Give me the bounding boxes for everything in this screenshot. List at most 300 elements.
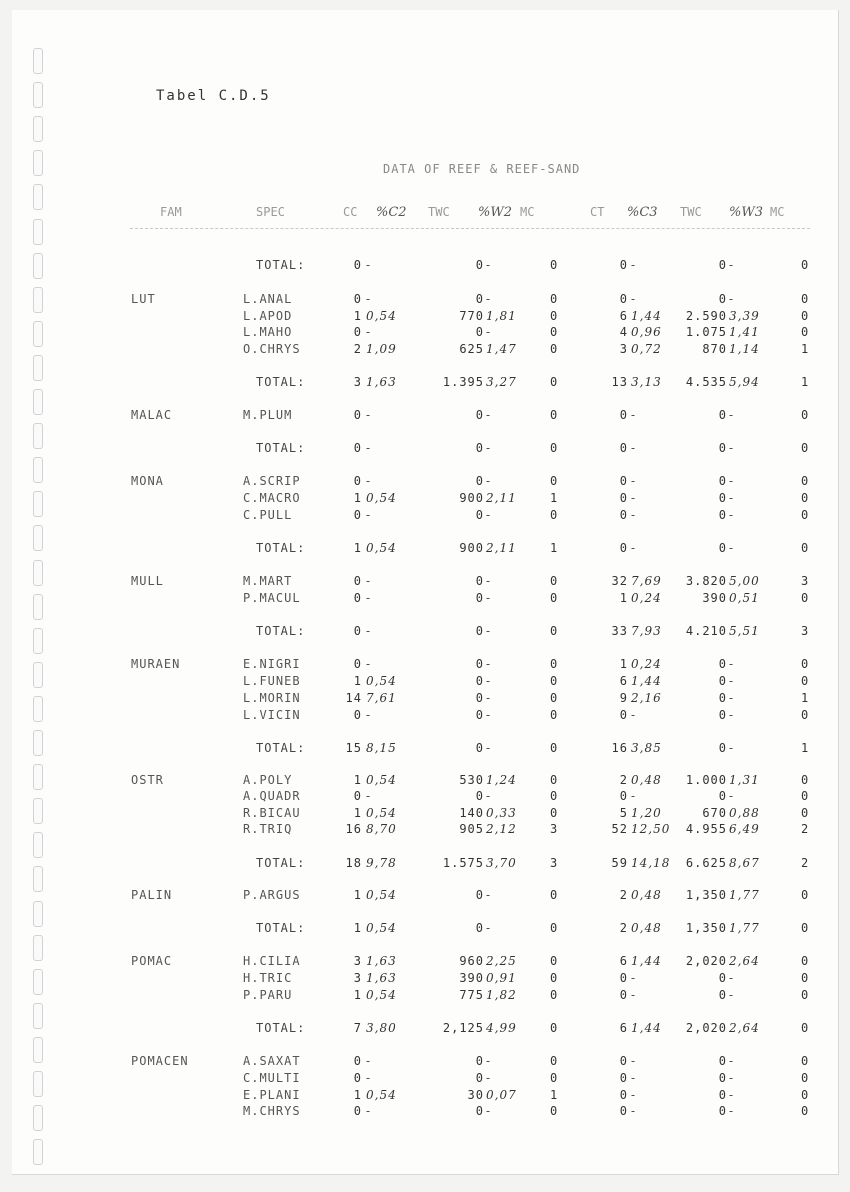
cell-pc3: 0,24 — [631, 591, 662, 605]
cell-pw2: - — [486, 1071, 492, 1085]
cell-c3: 0 — [619, 1088, 628, 1102]
cell-c2: 0 — [353, 591, 362, 605]
cell-tw3: 1,350 — [685, 921, 727, 935]
cell-pw2: - — [486, 624, 492, 638]
cell-pw3: 1,41 — [729, 325, 760, 339]
cell-tw2: 0 — [475, 574, 484, 588]
cell-c2: 1 — [353, 491, 362, 505]
cell-tw2: 0 — [475, 708, 484, 722]
total-label: TOTAL: — [256, 624, 306, 638]
cell-pw3: 1,31 — [729, 773, 760, 787]
species-name: E.NIGRI — [243, 657, 301, 671]
cell-pc2: - — [366, 1071, 372, 1085]
header-c2: CC — [343, 205, 358, 219]
species-name: P.ARGUS — [243, 888, 301, 902]
cell-m2: 0 — [550, 921, 559, 935]
cell-pc2: 0,54 — [366, 491, 397, 505]
cell-tw3: 0 — [718, 691, 727, 705]
cell-c3: 1 — [619, 591, 628, 605]
cell-pc3: 1,44 — [631, 674, 662, 688]
cell-pw2: - — [486, 325, 492, 339]
cell-pw3: - — [729, 1088, 735, 1102]
cell-pw2: - — [486, 657, 492, 671]
cell-c2: 1 — [353, 773, 362, 787]
cell-c3: 0 — [619, 988, 628, 1002]
cell-pw2: - — [486, 708, 492, 722]
cell-c3: 6 — [619, 954, 628, 968]
cell-tw2: 30 — [467, 1088, 484, 1102]
cell-m3: 0 — [801, 508, 810, 522]
cell-pc2: - — [366, 474, 372, 488]
cell-m2: 1 — [550, 1088, 559, 1102]
total-label: TOTAL: — [256, 258, 306, 272]
cell-pc3: 1,44 — [631, 309, 662, 323]
cell-c2: 0 — [353, 789, 362, 803]
cell-m3: 1 — [801, 375, 810, 389]
total-label: TOTAL: — [256, 375, 306, 389]
cell-pc2: 1,63 — [366, 954, 397, 968]
cell-pc3: - — [631, 708, 637, 722]
cell-tw2: 0 — [475, 474, 484, 488]
cell-tw3: 2,020 — [685, 954, 727, 968]
species-name: M.PLUM — [243, 408, 293, 422]
cell-pc3: - — [631, 292, 637, 306]
cell-c3: 9 — [619, 691, 628, 705]
family-name: MALAC — [131, 408, 173, 422]
total-label: TOTAL: — [256, 921, 306, 935]
species-name: M.CHRYS — [243, 1104, 301, 1118]
punch-hole — [33, 832, 43, 858]
cell-tw3: 0 — [718, 491, 727, 505]
cell-pw2: 1,47 — [486, 342, 517, 356]
cell-m3: 0 — [801, 408, 810, 422]
cell-m3: 0 — [801, 474, 810, 488]
cell-m2: 0 — [550, 1071, 559, 1085]
punch-hole — [33, 1139, 43, 1165]
cell-pc2: 0,54 — [366, 921, 397, 935]
cell-m3: 0 — [801, 325, 810, 339]
cell-c2: 1 — [353, 806, 362, 820]
cell-c2: 0 — [353, 574, 362, 588]
cell-c3: 4 — [619, 325, 628, 339]
cell-c3: 32 — [611, 574, 628, 588]
cell-c2: 1 — [353, 674, 362, 688]
cell-m3: 0 — [801, 491, 810, 505]
cell-tw2: 900 — [459, 491, 484, 505]
cell-tw3: 0 — [718, 1071, 727, 1085]
cell-m2: 0 — [550, 988, 559, 1002]
cell-tw2: 0 — [475, 1054, 484, 1068]
cell-m2: 0 — [550, 888, 559, 902]
cell-pc2: 0,54 — [366, 888, 397, 902]
cell-m3: 0 — [801, 988, 810, 1002]
cell-c3: 2 — [619, 888, 628, 902]
cell-m3: 1 — [801, 691, 810, 705]
species-name: P.MACUL — [243, 591, 301, 605]
cell-pc2: - — [366, 574, 372, 588]
cell-pw3: - — [729, 474, 735, 488]
cell-m3: 1 — [801, 741, 810, 755]
cell-c3: 0 — [619, 541, 628, 555]
species-name: R.BICAU — [243, 806, 301, 820]
cell-pc3: - — [631, 258, 637, 272]
family-name: POMACEN — [131, 1054, 189, 1068]
cell-pc2: 3,80 — [366, 1021, 397, 1035]
cell-pc2: - — [366, 624, 372, 638]
punch-hole — [33, 219, 43, 245]
cell-tw2: 1.575 — [442, 856, 484, 870]
cell-m2: 0 — [550, 325, 559, 339]
cell-pw3: 2,64 — [729, 1021, 760, 1035]
punch-hole — [33, 389, 43, 415]
cell-c3: 16 — [611, 741, 628, 755]
species-name: C.MACRO — [243, 491, 301, 505]
cell-pc2: 1,09 — [366, 342, 397, 356]
cell-c2: 3 — [353, 954, 362, 968]
cell-c2: 7 — [353, 1021, 362, 1035]
species-name: L.MAHO — [243, 325, 293, 339]
data-subtitle: DATA OF REEF & REEF-SAND — [383, 162, 581, 176]
cell-tw2: 0 — [475, 508, 484, 522]
cell-pw2: 3,27 — [486, 375, 517, 389]
cell-m2: 0 — [550, 624, 559, 638]
cell-tw3: 1.000 — [685, 773, 727, 787]
cell-pw3: 5,00 — [729, 574, 760, 588]
cell-m2: 0 — [550, 1021, 559, 1035]
cell-pc3: - — [631, 1071, 637, 1085]
cell-pc3: - — [631, 1104, 637, 1118]
cell-pw2: 2,25 — [486, 954, 517, 968]
cell-pc2: 0,54 — [366, 1088, 397, 1102]
cell-pw2: - — [486, 1104, 492, 1118]
cell-m3: 0 — [801, 921, 810, 935]
punch-hole — [33, 423, 43, 449]
cell-c2: 0 — [353, 708, 362, 722]
cell-pc3: 12,50 — [631, 822, 671, 836]
cell-tw3: 0 — [718, 408, 727, 422]
punch-hole — [33, 116, 43, 142]
cell-pc3: 0,48 — [631, 773, 662, 787]
cell-tw3: 6.625 — [685, 856, 727, 870]
cell-tw3: 2,020 — [685, 1021, 727, 1035]
cell-c3: 33 — [611, 624, 628, 638]
cell-m2: 0 — [550, 309, 559, 323]
total-label: TOTAL: — [256, 541, 306, 555]
cell-c2: 18 — [345, 856, 362, 870]
cell-pw2: 2,11 — [486, 541, 517, 555]
cell-pw3: - — [729, 657, 735, 671]
cell-m2: 3 — [550, 822, 559, 836]
cell-c3: 0 — [619, 441, 628, 455]
cell-pw3: - — [729, 1104, 735, 1118]
family-name: MONA — [131, 474, 164, 488]
cell-c3: 0 — [619, 408, 628, 422]
cell-pc3: - — [631, 971, 637, 985]
cell-tw2: 0 — [475, 657, 484, 671]
cell-tw2: 390 — [459, 971, 484, 985]
cell-pw2: 0,07 — [486, 1088, 517, 1102]
cell-tw2: 0 — [475, 691, 484, 705]
cell-m3: 0 — [801, 1104, 810, 1118]
cell-tw2: 2,125 — [442, 1021, 484, 1035]
cell-tw3: 670 — [702, 806, 727, 820]
header-pct-w2: %W2 — [478, 205, 512, 220]
cell-c2: 1 — [353, 1088, 362, 1102]
cell-m3: 0 — [801, 674, 810, 688]
cell-c2: 0 — [353, 1104, 362, 1118]
cell-tw3: 4.535 — [685, 375, 727, 389]
cell-pc2: - — [366, 1104, 372, 1118]
cell-pc2: - — [366, 292, 372, 306]
cell-pc3: 2,16 — [631, 691, 662, 705]
total-label: TOTAL: — [256, 1021, 306, 1035]
cell-pw2: 2,12 — [486, 822, 517, 836]
cell-tw2: 0 — [475, 258, 484, 272]
punch-hole — [33, 560, 43, 586]
cell-pc3: 0,72 — [631, 342, 662, 356]
cell-pw2: - — [486, 292, 492, 306]
cell-tw2: 0 — [475, 674, 484, 688]
cell-c3: 0 — [619, 508, 628, 522]
cell-pw3: - — [729, 691, 735, 705]
cell-c3: 0 — [619, 789, 628, 803]
cell-c3: 0 — [619, 292, 628, 306]
cell-pc2: 0,54 — [366, 309, 397, 323]
species-name: A.SCRIP — [243, 474, 301, 488]
punch-hole — [33, 798, 43, 824]
cell-tw2: 0 — [475, 789, 484, 803]
cell-m3: 0 — [801, 773, 810, 787]
cell-m2: 0 — [550, 674, 559, 688]
species-name: A.QUADR — [243, 789, 301, 803]
cell-pc2: 0,54 — [366, 988, 397, 1002]
cell-tw3: 0 — [718, 441, 727, 455]
cell-m3: 3 — [801, 574, 810, 588]
cell-pw2: 1,24 — [486, 773, 517, 787]
cell-m3: 0 — [801, 292, 810, 306]
cell-m2: 1 — [550, 541, 559, 555]
punch-hole — [33, 355, 43, 381]
cell-m3: 1 — [801, 342, 810, 356]
cell-c3: 13 — [611, 375, 628, 389]
cell-tw2: 530 — [459, 773, 484, 787]
cell-c3: 1 — [619, 657, 628, 671]
cell-m2: 3 — [550, 856, 559, 870]
species-name: H.CILIA — [243, 954, 301, 968]
header-pct-w3: %W3 — [729, 205, 763, 220]
cell-pw3: - — [729, 441, 735, 455]
cell-pw3: 3,39 — [729, 309, 760, 323]
cell-tw2: 0 — [475, 325, 484, 339]
cell-c3: 0 — [619, 1071, 628, 1085]
species-name: L.FUNEB — [243, 674, 301, 688]
cell-pw3: - — [729, 988, 735, 1002]
species-name: L.ANAL — [243, 292, 293, 306]
cell-pc3: 3,85 — [631, 741, 662, 755]
cell-pc2: 9,78 — [366, 856, 397, 870]
cell-pc2: 8,70 — [366, 822, 397, 836]
species-name: A.SAXAT — [243, 1054, 301, 1068]
cell-pc3: - — [631, 474, 637, 488]
cell-pw3: 8,67 — [729, 856, 760, 870]
punch-hole — [33, 287, 43, 313]
cell-m3: 0 — [801, 1054, 810, 1068]
cell-pw2: - — [486, 441, 492, 455]
cell-c2: 0 — [353, 325, 362, 339]
punch-hole — [33, 628, 43, 654]
cell-tw2: 0 — [475, 741, 484, 755]
punch-hole — [33, 730, 43, 756]
cell-pc3: - — [631, 541, 637, 555]
cell-m2: 0 — [550, 408, 559, 422]
family-name: POMAC — [131, 954, 173, 968]
cell-pw2: - — [486, 674, 492, 688]
cell-m3: 0 — [801, 789, 810, 803]
cell-m2: 0 — [550, 954, 559, 968]
cell-c2: 15 — [345, 741, 362, 755]
cell-pw3: - — [729, 292, 735, 306]
cell-c3: 0 — [619, 1104, 628, 1118]
cell-pc2: 1,63 — [366, 971, 397, 985]
cell-tw3: 0 — [718, 474, 727, 488]
cell-tw3: 0 — [718, 1054, 727, 1068]
cell-pc2: - — [366, 657, 372, 671]
cell-pc2: 0,54 — [366, 806, 397, 820]
cell-c3: 0 — [619, 708, 628, 722]
species-name: R.TRIQ — [243, 822, 293, 836]
cell-pc2: 0,54 — [366, 674, 397, 688]
cell-pw2: - — [486, 1054, 492, 1068]
cell-c3: 5 — [619, 806, 628, 820]
cell-pc3: - — [631, 491, 637, 505]
cell-pc2: 7,61 — [366, 691, 397, 705]
species-name: O.CHRYS — [243, 342, 301, 356]
cell-pw3: - — [729, 708, 735, 722]
cell-m3: 0 — [801, 888, 810, 902]
punch-hole — [33, 321, 43, 347]
cell-m3: 0 — [801, 591, 810, 605]
cell-c2: 0 — [353, 657, 362, 671]
cell-pw3: - — [729, 1054, 735, 1068]
punch-hole — [33, 82, 43, 108]
cell-m3: 0 — [801, 971, 810, 985]
cell-c2: 3 — [353, 375, 362, 389]
cell-pc3: 14,18 — [631, 856, 671, 870]
cell-c2: 1 — [353, 988, 362, 1002]
cell-pc3: - — [631, 1054, 637, 1068]
cell-tw3: 3.820 — [685, 574, 727, 588]
cell-tw2: 0 — [475, 441, 484, 455]
cell-pw3: - — [729, 491, 735, 505]
cell-pc2: - — [366, 789, 372, 803]
cell-pc2: 1,63 — [366, 375, 397, 389]
cell-pw3: 2,64 — [729, 954, 760, 968]
cell-pc3: - — [631, 1088, 637, 1102]
cell-pw2: - — [486, 888, 492, 902]
cell-m2: 0 — [550, 657, 559, 671]
punch-hole — [33, 1071, 43, 1097]
cell-pc3: 7,93 — [631, 624, 662, 638]
species-name: C.MULTI — [243, 1071, 301, 1085]
cell-pc3: - — [631, 789, 637, 803]
cell-c2: 0 — [353, 408, 362, 422]
cell-pw2: 1,81 — [486, 309, 517, 323]
cell-tw3: 0 — [718, 541, 727, 555]
cell-pc2: - — [366, 325, 372, 339]
header-tw2: TWC — [428, 205, 450, 219]
header-c3: CT — [590, 205, 605, 219]
cell-m3: 0 — [801, 1021, 810, 1035]
cell-tw3: 0 — [718, 1104, 727, 1118]
cell-pc3: - — [631, 988, 637, 1002]
cell-tw3: 0 — [718, 741, 727, 755]
cell-c3: 2 — [619, 773, 628, 787]
cell-tw3: 0 — [718, 292, 727, 306]
cell-c2: 0 — [353, 624, 362, 638]
total-label: TOTAL: — [256, 441, 306, 455]
cell-m2: 0 — [550, 292, 559, 306]
punch-hole — [33, 491, 43, 517]
cell-tw2: 905 — [459, 822, 484, 836]
cell-pw2: 4,99 — [486, 1021, 517, 1035]
cell-m3: 3 — [801, 624, 810, 638]
punch-hole — [33, 764, 43, 790]
cell-pw2: 0,91 — [486, 971, 517, 985]
cell-pw2: 1,82 — [486, 988, 517, 1002]
cell-m2: 0 — [550, 971, 559, 985]
family-name: OSTR — [131, 773, 164, 787]
cell-c2: 0 — [353, 1071, 362, 1085]
cell-tw3: 0 — [718, 971, 727, 985]
cell-tw2: 0 — [475, 1071, 484, 1085]
cell-tw3: 0 — [718, 674, 727, 688]
cell-m3: 0 — [801, 657, 810, 671]
cell-c3: 6 — [619, 1021, 628, 1035]
punch-hole — [33, 696, 43, 722]
cell-tw2: 0 — [475, 408, 484, 422]
cell-c2: 0 — [353, 258, 362, 272]
cell-c2: 1 — [353, 541, 362, 555]
punch-hole — [33, 866, 43, 892]
species-name: L.APOD — [243, 309, 293, 323]
cell-c3: 3 — [619, 342, 628, 356]
cell-pc3: - — [631, 508, 637, 522]
species-name: E.PLANI — [243, 1088, 301, 1102]
cell-pc2: 0,54 — [366, 541, 397, 555]
species-name: L.MORIN — [243, 691, 301, 705]
cell-m2: 0 — [550, 691, 559, 705]
cell-pw3: 0,51 — [729, 591, 760, 605]
cell-tw2: 0 — [475, 591, 484, 605]
header-divider — [130, 228, 810, 229]
cell-pw3: - — [729, 258, 735, 272]
species-name: C.PULL — [243, 508, 293, 522]
cell-tw3: 4.955 — [685, 822, 727, 836]
punch-hole — [33, 253, 43, 279]
cell-pw3: 5,51 — [729, 624, 760, 638]
cell-pc3: 0,48 — [631, 888, 662, 902]
header-tw3: TWC — [680, 205, 702, 219]
cell-pc2: - — [366, 1054, 372, 1068]
cell-pw2: 0,33 — [486, 806, 517, 820]
cell-c2: 3 — [353, 971, 362, 985]
cell-pw3: 1,77 — [729, 888, 760, 902]
cell-tw2: 0 — [475, 624, 484, 638]
punch-hole — [33, 48, 43, 74]
cell-pw3: 0,88 — [729, 806, 760, 820]
cell-pw3: 1,14 — [729, 342, 760, 356]
cell-pc3: 3,13 — [631, 375, 662, 389]
